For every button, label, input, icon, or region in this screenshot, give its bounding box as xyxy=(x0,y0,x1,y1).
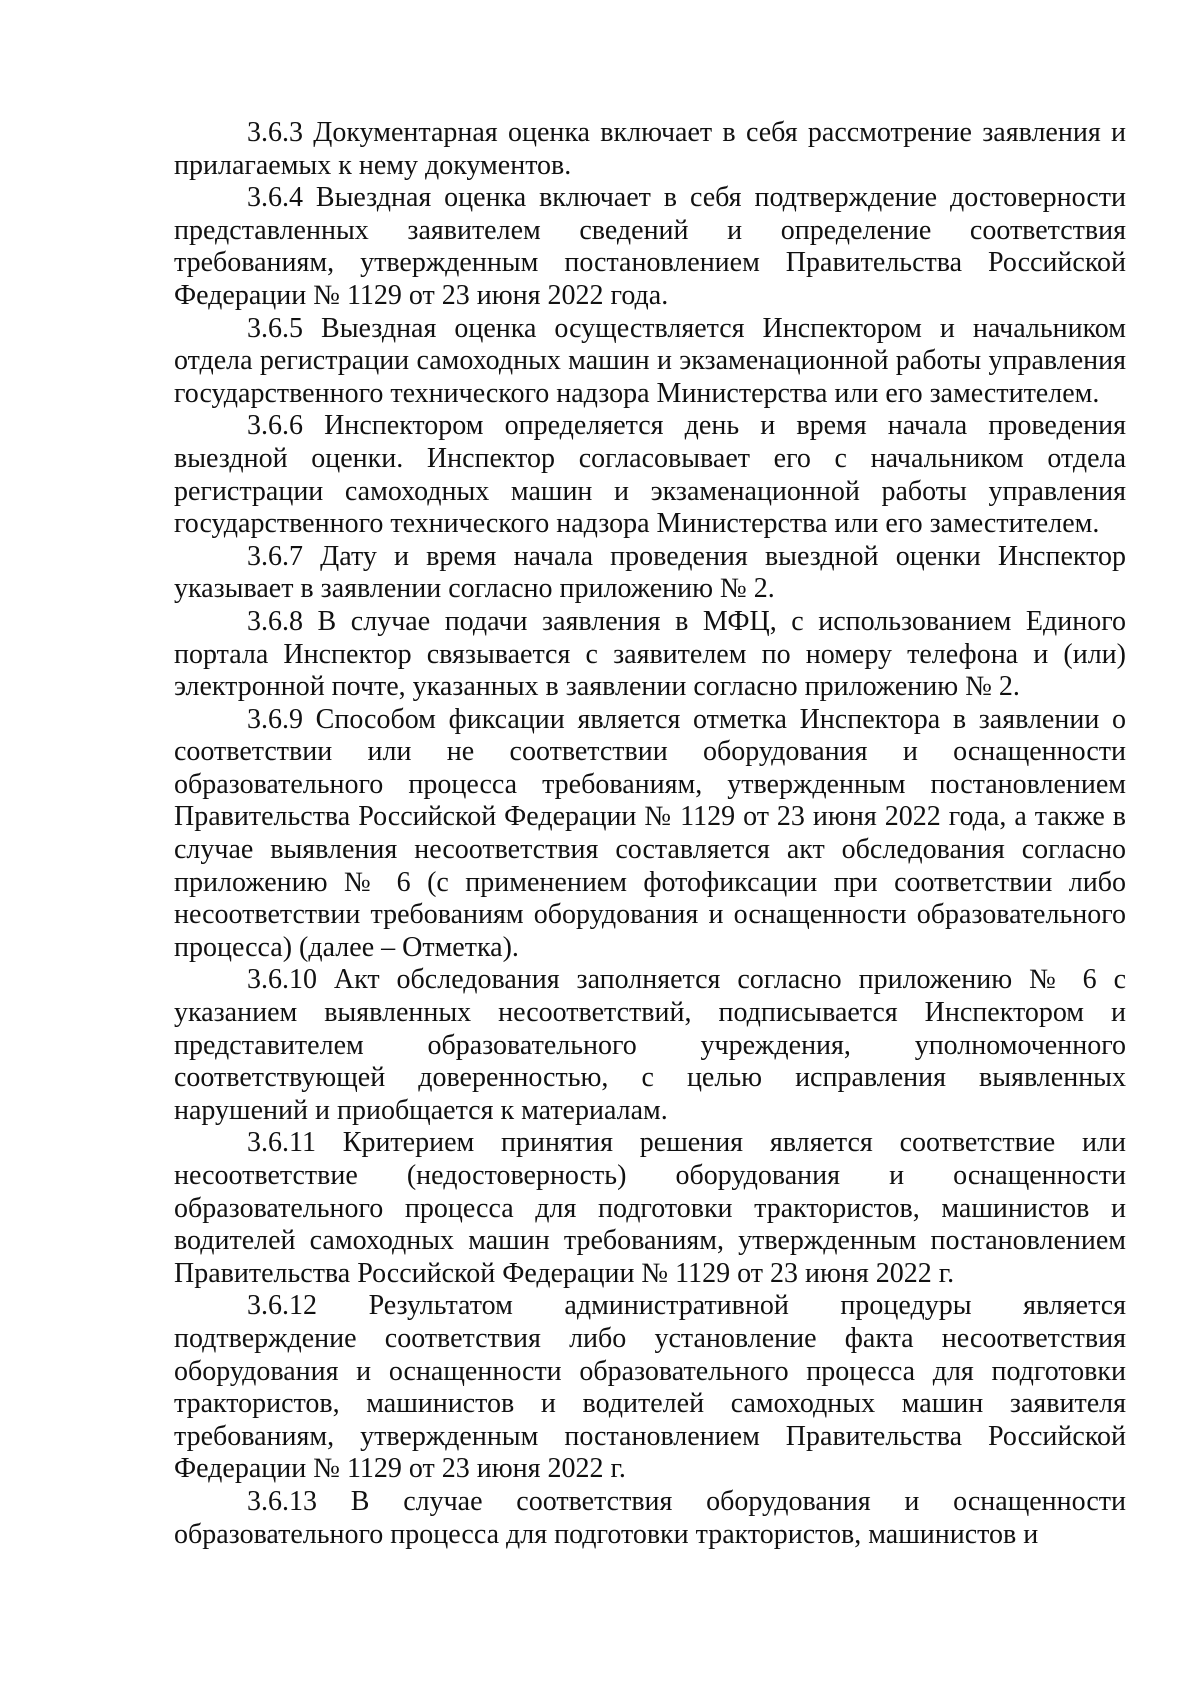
paragraph-3-6-12: 3.6.12 Результатом административной процедуры является подтверждение соответствия либо установление факта несоответствия оборудования и оснащенности образовательного процесса для подготовки трактористов, машинистов и водителей самоходных машин заявителя требованиям, утвержденным постановлением Правительства Российской Федерации № 1129 от 23 июня 2022 г. xyxy=(174,1290,1126,1485)
paragraph-3-6-9: 3.6.9 Способом фиксации является отметка Инспектора в заявлении о соответствии или не соответствии оборудования и оснащенности образовательного процесса требованиям, утвержденным постановлением Правительства Российской Федерации № 1129 от 23 июня 2022 года, а также в случае выявления несоответствия составляется акт обследования согласно приложению № 6 (с применением фотофиксации при соответствии либо несоответствии требованиям оборудования и оснащенности образовательного процесса) (далее – Отметка). xyxy=(174,703,1126,963)
paragraph-3-6-7: 3.6.7 Дату и время начала проведения выездной оценки Инспектор указывает в заявлении согласно приложению № 2. xyxy=(174,540,1126,605)
paragraph-3-6-8: 3.6.8 В случае подачи заявления в МФЦ, с использованием Единого портала Инспектор связывается с заявителем по номеру телефона и (или) электронной почте, указанных в заявлении согласно приложению № 2. xyxy=(174,605,1126,703)
paragraph-3-6-13: 3.6.13 В случае соответствия оборудования и оснащенности образовательного процесса для подготовки трактористов, машинистов и xyxy=(174,1485,1126,1550)
paragraph-3-6-11: 3.6.11 Критерием принятия решения является соответствие или несоответствие (недостоверность) оборудования и оснащенности образовательного процесса для подготовки трактористов, машинистов и водителей самоходных машин требованиям, утвержденным постановлением Правительства Российской Федерации № 1129 от 23 июня 2022 г. xyxy=(174,1127,1126,1289)
paragraph-3-6-3: 3.6.3 Документарная оценка включает в себя рассмотрение заявления и прилагаемых к нему документов. xyxy=(174,117,1126,181)
document-body xyxy=(174,117,1126,1551)
paragraph-3-6-4: 3.6.4 Выездная оценка включает в себя подтверждение достоверности представленных заявителем сведений и определение соответствия требованиям, утвержденным постановлением Правительства Российской Федерации № 1129 от 23 июня 2022 года. xyxy=(174,182,1126,311)
paragraph-3-6-5: 3.6.5 Выездная оценка осуществляется Инспектором и начальником отдела регистрации самоходных машин и экзаменационной работы управления государственного технического надзора Министерства или его заместителем. xyxy=(174,312,1126,409)
paragraph-3-6-10: 3.6.10 Акт обследования заполняется согласно приложению № 6 с указанием выявленных несоответствий, подписывается Инспектором и представителем образовательного учреждения, уполномоченного соответствующей доверенностью, с целью исправления выявленных нарушений и приобщается к материалам. xyxy=(174,964,1126,1126)
paragraph-3-6-6: 3.6.6 Инспектором определяется день и время начала проведения выездной оценки. Инспектор согласовывает его с начальником отдела регистрации самоходных машин и экзаменационной работы управления государственного технического надзора Министерства или его заместителем. xyxy=(174,410,1126,540)
